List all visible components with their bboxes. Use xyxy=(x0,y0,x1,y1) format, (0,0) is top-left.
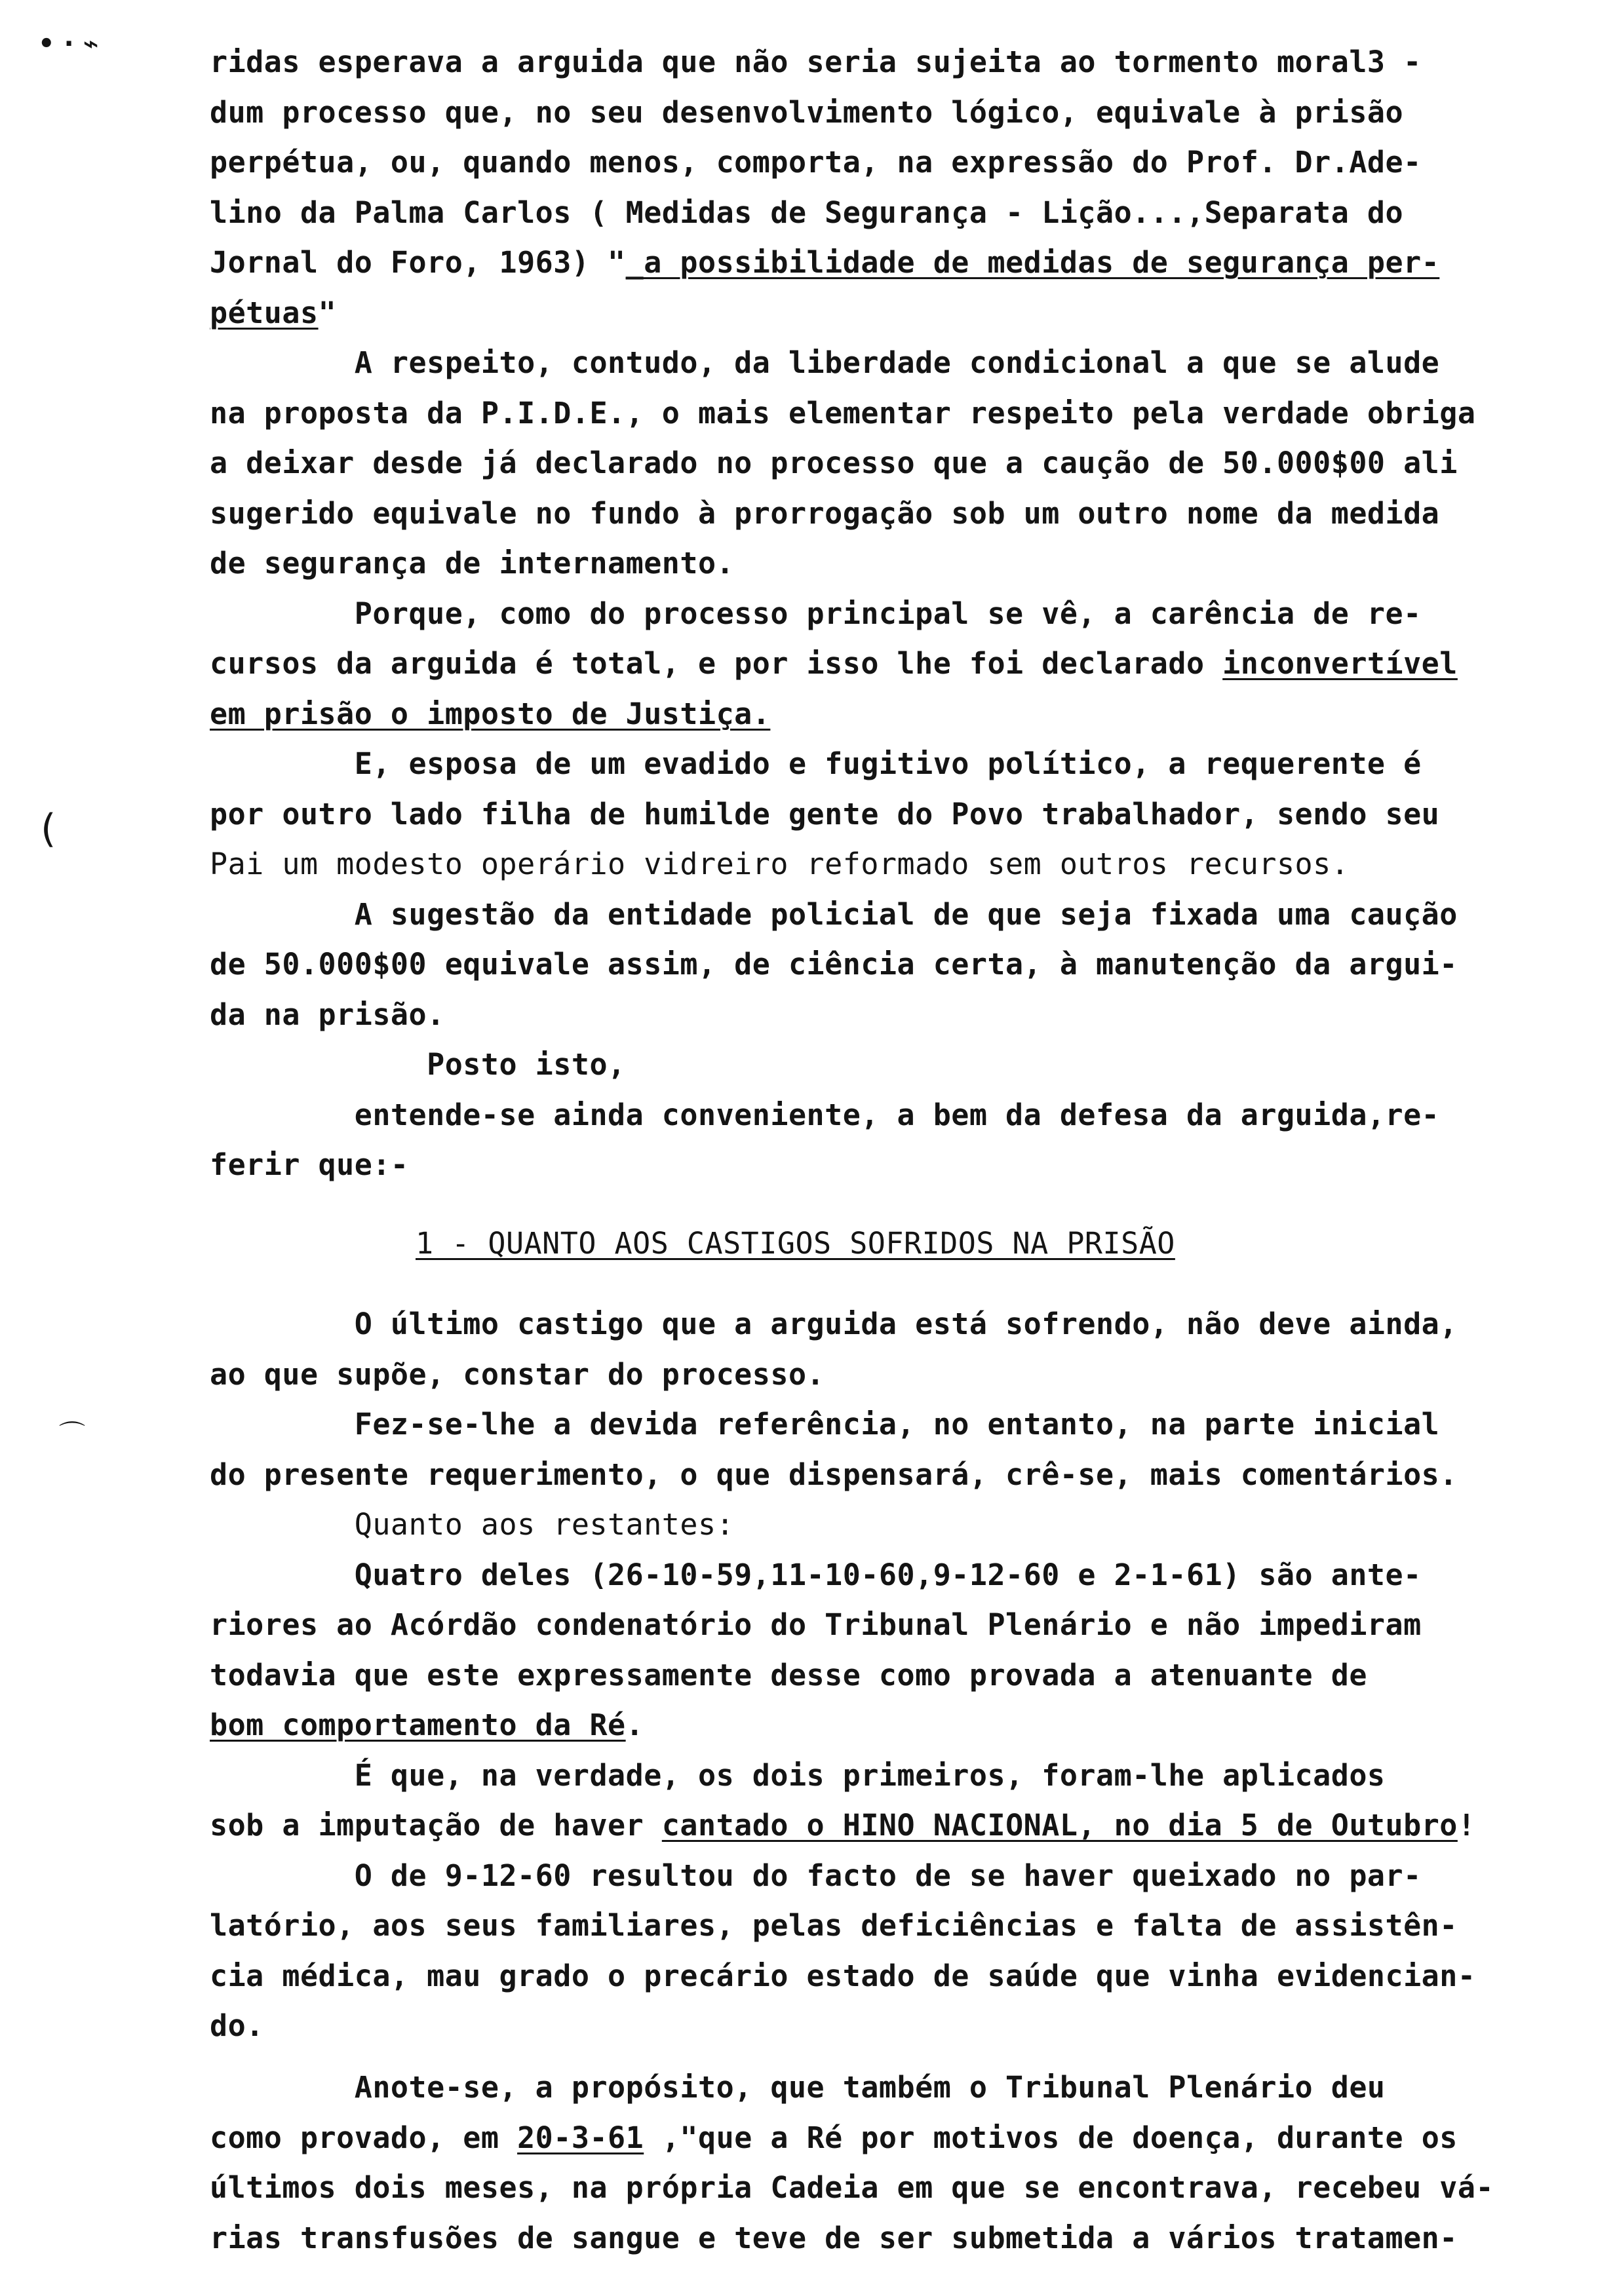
text-line: ridas esperava a arguida que não seria sujeita ao tormento moral3 - xyxy=(210,45,1422,79)
underlined-phrase: bom comportamento da Ré xyxy=(210,1708,626,1742)
underlined-phrase: inconvertível xyxy=(1222,646,1458,681)
text-line: Anote-se, a propósito, que também o Tribunal Plenário deu xyxy=(210,2070,1386,2105)
text-line: O de 9-12-60 resultou do facto de se haver queixado no par- xyxy=(210,1858,1422,1893)
text-line xyxy=(210,298,336,328)
text-line: entende-se ainda conveniente, a bem da defesa da arguida,re- xyxy=(210,1098,1440,1132)
text-line: Pai um modesto operário vidreiro reformado sem outros recursos. xyxy=(210,847,1350,881)
section-heading: 1 - QUANTO AOS CASTIGOS SOFRIDOS NA PRISÃO xyxy=(416,1226,1175,1261)
text-line: ferir que:- xyxy=(210,1147,409,1182)
text-line: todavia que este expressamente desse como provada a atenuante de xyxy=(210,1658,1367,1693)
text-line xyxy=(210,1808,1476,1843)
text-line: sugerido equivale no fundo à prorrogação sob um outro nome da medida xyxy=(210,496,1440,531)
text-segment: como provado, em xyxy=(210,2120,518,2155)
text-line: cia médica, mau grado o precário estado de saúde que vinha evidencian- xyxy=(210,1959,1476,1993)
text-line: rias transfusões de sangue e teve de ser submetida a vários tratamen- xyxy=(210,2221,1458,2255)
margin-punch-marks: • · ⌁ xyxy=(38,29,99,59)
text-line: por outro lado filha de humilde gente do Povo trabalhador, sendo seu xyxy=(210,797,1440,832)
text-segment: " xyxy=(318,296,337,330)
margin-mark: ⌒ xyxy=(59,1420,85,1450)
text-line: O último castigo que a arguida está sofrendo, não deve ainda, xyxy=(210,1307,1458,1341)
underlined-quote: pétuas xyxy=(210,296,319,330)
text-segment: cursos da arguida é total, e por isso lhe foi declarado xyxy=(210,646,1223,681)
text-line: em prisão o imposto de Justiça. xyxy=(210,697,771,731)
text-line: dum processo que, no seu desenvolvimento lógico, equivale à prisão xyxy=(210,95,1404,130)
text-line: Fez-se-lhe a devida referência, no entanto, na parte inicial xyxy=(210,1407,1440,1442)
text-line: É que, na verdade, os dois primeiros, foram-lhe aplicados xyxy=(210,1758,1386,1793)
text-line: A sugestão da entidade policial de que seja fixada uma caução xyxy=(210,897,1458,932)
text-line: Quanto aos restantes: xyxy=(210,1507,735,1542)
text-segment: . xyxy=(625,1708,644,1742)
text-line: a deixar desde já declarado no processo que a caução de 50.000$00 ali xyxy=(210,446,1458,480)
text-line: Posto isto, xyxy=(210,1047,626,1082)
underlined-quote: _a possibilidade de medidas de segurança per- xyxy=(625,245,1440,280)
text-line: do presente requerimento, o que dispensará, crê-se, mais comentários. xyxy=(210,1457,1458,1492)
text-line: A respeito, contudo, da liberdade condicional a que se alude xyxy=(210,345,1440,380)
underlined-phrase: cantado o HINO NACIONAL, no dia 5 de Outubro xyxy=(661,1808,1458,1843)
text-line: últimos dois meses, na própria Cadeia em que se encontrava, recebeu vá- xyxy=(210,2170,1494,2205)
underlined-date: 20-3-61 xyxy=(517,2120,644,2155)
text-line: Porque, como do processo principal se vê, a carência de re- xyxy=(210,596,1422,631)
text-line xyxy=(210,2120,1458,2155)
text-line: latório, aos seus familiares, pelas deficiências e falta de assistên- xyxy=(210,1908,1458,1943)
text-line: E, esposa de um evadido e fugitivo político, a requerente é xyxy=(210,746,1422,781)
margin-mark: ( xyxy=(41,806,56,852)
text-line: na proposta da P.I.D.E., o mais elementar respeito pela verdade obriga xyxy=(210,396,1476,430)
text-line: da na prisão. xyxy=(210,997,445,1032)
text-line: Quatro deles (26-10-59,11-10-60,9-12-60 e 2-1-61) são ante- xyxy=(210,1558,1422,1592)
text-line: lino da Palma Carlos ( Medidas de Segurança - Lição...,Separata do xyxy=(210,195,1404,230)
text-line: perpétua, ou, quando menos, comporta, na expressão do Prof. Dr.Ade- xyxy=(210,145,1422,180)
text-line: ao que supõe, constar do processo. xyxy=(210,1357,825,1392)
text-line xyxy=(210,1710,644,1740)
text-segment: ,"que a Ré por motivos de doença, durante os xyxy=(644,2120,1458,2155)
text-segment: Jornal do Foro, 1963) " xyxy=(210,245,626,280)
text-line: de 50.000$00 equivale assim, de ciência certa, à manutenção da argui- xyxy=(210,947,1458,982)
text-line: de segurança de internamento. xyxy=(210,546,735,581)
text-line xyxy=(210,646,1458,681)
text-segment: sob a imputação de haver xyxy=(210,1808,662,1843)
text-line: do. xyxy=(210,2008,264,2043)
text-line: riores ao Acórdão condenatório do Tribunal Plenário e não impediram xyxy=(210,1607,1422,1642)
text-segment: ! xyxy=(1457,1808,1476,1843)
text-line xyxy=(210,245,1440,280)
